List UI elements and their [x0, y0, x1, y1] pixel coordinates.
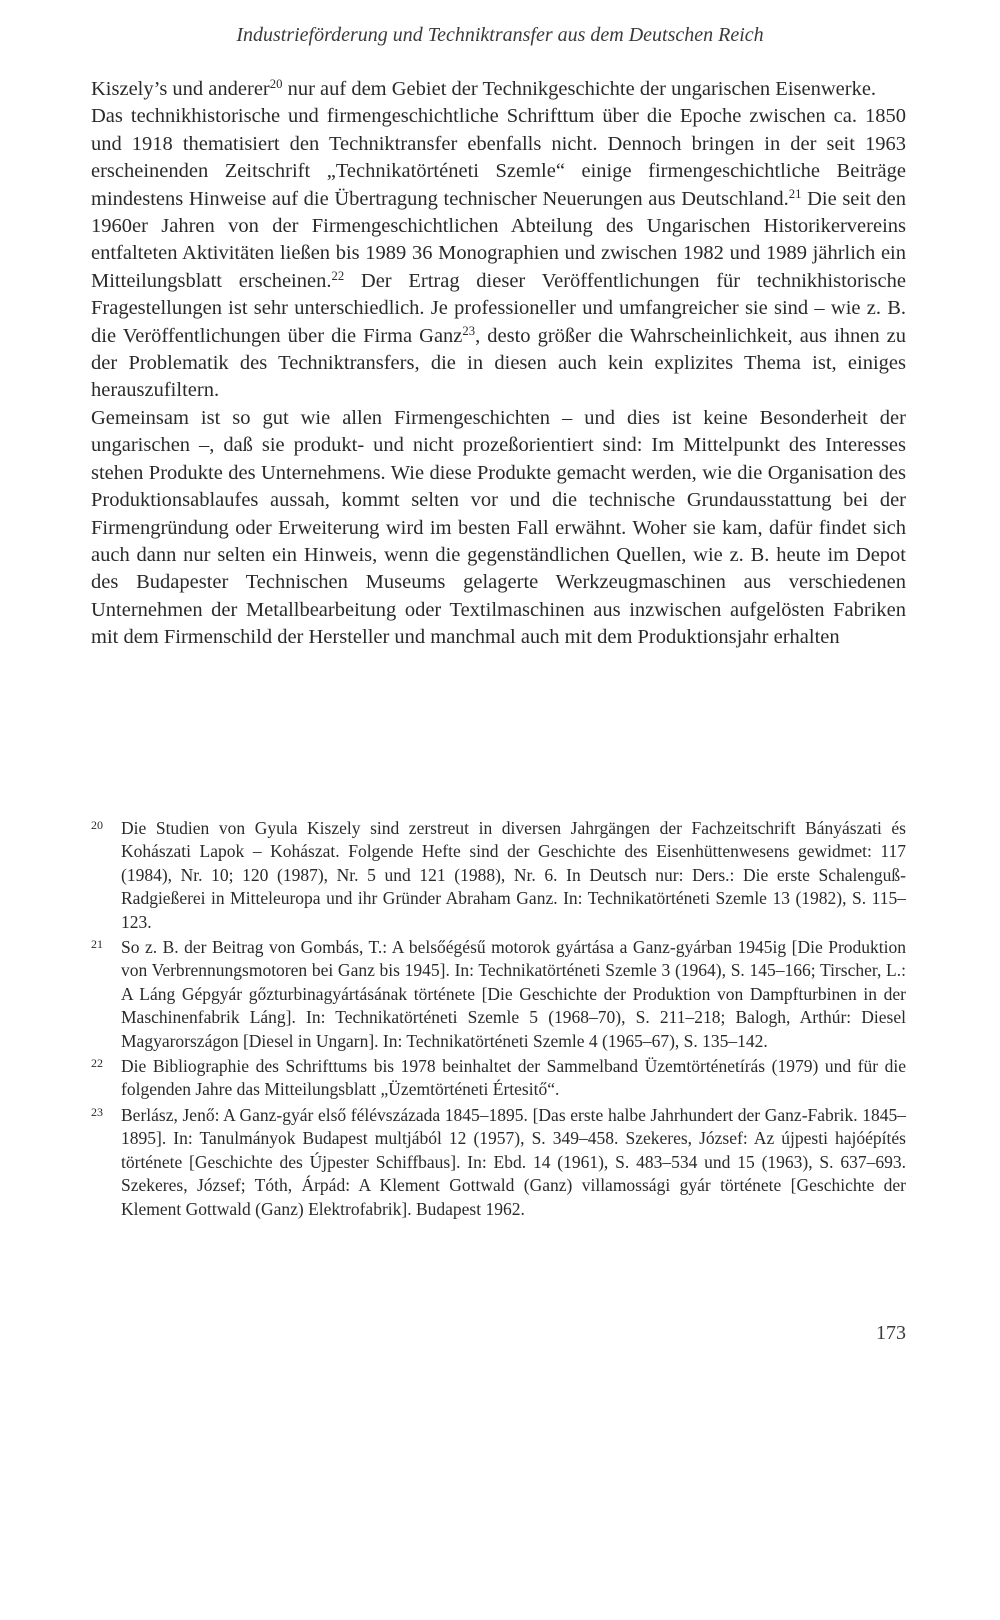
footnotes: [91, 817, 906, 1223]
paragraph-1-text-a: Kiszely’s und anderer: [91, 78, 270, 100]
paragraph-2-text-d: , desto größer die Wahrscheinlichkeit, aus ihnen zu der Problematik des Techniktransfers, die in diesen auch kein explizites Thema ist, einiges herauszufiltern.: [91, 324, 906, 402]
paragraph-3: Gemeinsam ist so gut wie allen Firmengeschichten – und dies ist keine Besonderheit der ungarischen –, daß sie produkt- und nicht prozeßorientiert sind: Im Mittelpunkt des Interesses stehen Produkte des Unternehmens. Wie diese Produkte gemacht werden, wie die Organisation des Produktionsablaufes aussah, kommt selten vor und die technische Grundausstattung bei der Firmengründung oder Erweiterung wird im besten Fall erwähnt. Woher sie kam, dafür findet sich auch dann nur selten ein Hinweis, wenn die gegenständlichen Quellen, wie z. B. heute im Depot des Budapester Technischen Museums gelagerte Werkzeugmaschinen aus verschiedenen Unternehmen der Metallbearbeitung oder Textilmaschinen aus inzwischen aufgelösten Fabriken mit dem Firmenschild der Hersteller und manchmal auch mit dem Produktionsjahr erhalten: [91, 406, 906, 649]
page-number: 173: [876, 1322, 906, 1344]
paragraph-1: [91, 76, 906, 103]
footnote-number: 22: [91, 1056, 103, 1071]
paragraph-2: [91, 103, 906, 404]
footnote-number: 23: [91, 1104, 103, 1119]
footnote-ref-21[interactable]: 21: [788, 186, 802, 201]
main-text: [91, 76, 906, 652]
footnote-22: [91, 1055, 906, 1102]
paragraph-1-text-b: nur auf dem Gebiet der Technikgeschichte der ungarischen Eisenwerke.: [282, 78, 877, 100]
footnote-text: Berlász, Jenő: A Ganz-gyár első félévszázada 1845–1895. [Das erste halbe Jahrhundert der Ganz-Fabrik. 1845–1895]. In: Tanulmányok Budapest multjából 12 (1957), S. 349–458. Szekeres, József: Az újpesti hajóépítés története [Geschichte des Újpester Schiffbaus]. In: Ebd. 14 (1961), S. 483–534 und 15 (1963), S. 637–693. Szekeres, József; Tóth, Árpád: A Klement Gottwald (Ganz) villamossági gyár története [Geschichte der Klement Gottwald (Ganz) Elektrofabrik]. Budapest 1962.: [121, 1104, 906, 1219]
footnote-ref-22[interactable]: 22: [331, 268, 345, 283]
footnote-20: [91, 817, 906, 934]
footnote-23: [91, 1104, 906, 1221]
footnote-ref-20[interactable]: 20: [269, 77, 283, 92]
footnote-ref-23[interactable]: 23: [462, 323, 476, 338]
footnote-21: [91, 936, 906, 1053]
running-header: Industrieförderung und Techniktransfer aus dem Deutschen Reich: [236, 24, 764, 46]
footnote-number: 21: [91, 937, 103, 952]
footnote-number: 20: [91, 818, 103, 832]
footnote-text: Die Studien von Gyula Kiszely sind zerstreut in diversen Jahrgängen der Fachzeitschrift Bányászati és Kohászati Lapok – Kohászat. Folgende Hefte sind der Geschichte des Eisenhüttenwesens gewidmet: 117 (1984), Nr. 10; 120 (1987), Nr. 5 und 121 (1988), Nr. 6. In Deutsch nur: Ders.: Die erste Schalenguß-Radgießerei in Mitteleuropa und ihr Gründer Abraham Ganz. In: Technikatörténeti Szemle 13 (1982), S. 115–123.: [121, 818, 906, 932]
paragraph-2-text-a: Das technikhistorische und firmengeschichtliche Schrifttum über die Epoche zwischen ca. 1850 und 1918 thematisiert den Techniktransfer ebenfalls nicht. Dennoch bringen in der seit 1963 erscheinenden Zeitschrift „Technikatörténeti Szemle“ einige firmengeschichtliche Beiträge mindestens Hinweise auf die Übertragung technischer Neuerungen aus Deutschland.: [91, 105, 906, 210]
paragraph-2-text-c: Der Ertrag dieser Veröffentlichungen für technikhistorische Fragestellungen ist sehr unterschiedlich. Je professioneller und umfangreicher sie sind – wie z. B. die Veröffentlichungen über die Firma Ganz: [91, 269, 906, 347]
paragraph-2-text-b: Die seit den 1960er Jahren von der Firmengeschichtlichen Abteilung des Ungarischen Historikervereins entfalteten Aktivitäten ließen bis 1989 36 Monographien und zwischen 1982 und 1989 jährlich ein Mitteilungsblatt erscheinen.: [91, 187, 906, 292]
footnote-text: So z. B. der Beitrag von Gombás, T.: A belsőégésű motorok gyártása a Ganz-gyárban 1945ig [Die Produktion von Verbrennungsmotoren bei Ganz bis 1945]. In: Technikatörténeti Szemle 3 (1964), S. 145–166; Tirscher, L.: A Láng Gépgyár gőzturbinagyártásának története [Die Geschichte der Produktion von Dampfturbinen in der Maschinenfabrik Láng]. In: Technikatörténeti Szemle 5 (1968–70), S. 211–218; Balogh, Arthúr: Diesel Magyarországon [Diesel in Ungarn]. In: Technikatörténeti Szemle 4 (1965–67), S. 135–142.: [121, 937, 906, 1051]
footnote-text: Die Bibliographie des Schrifttums bis 1978 beinhaltet der Sammelband Üzemtörténetírás (1979) und für die folgenden Jahre das Mitteilungsblatt „Üzemtörténeti Értesitő“.: [121, 1056, 906, 1100]
